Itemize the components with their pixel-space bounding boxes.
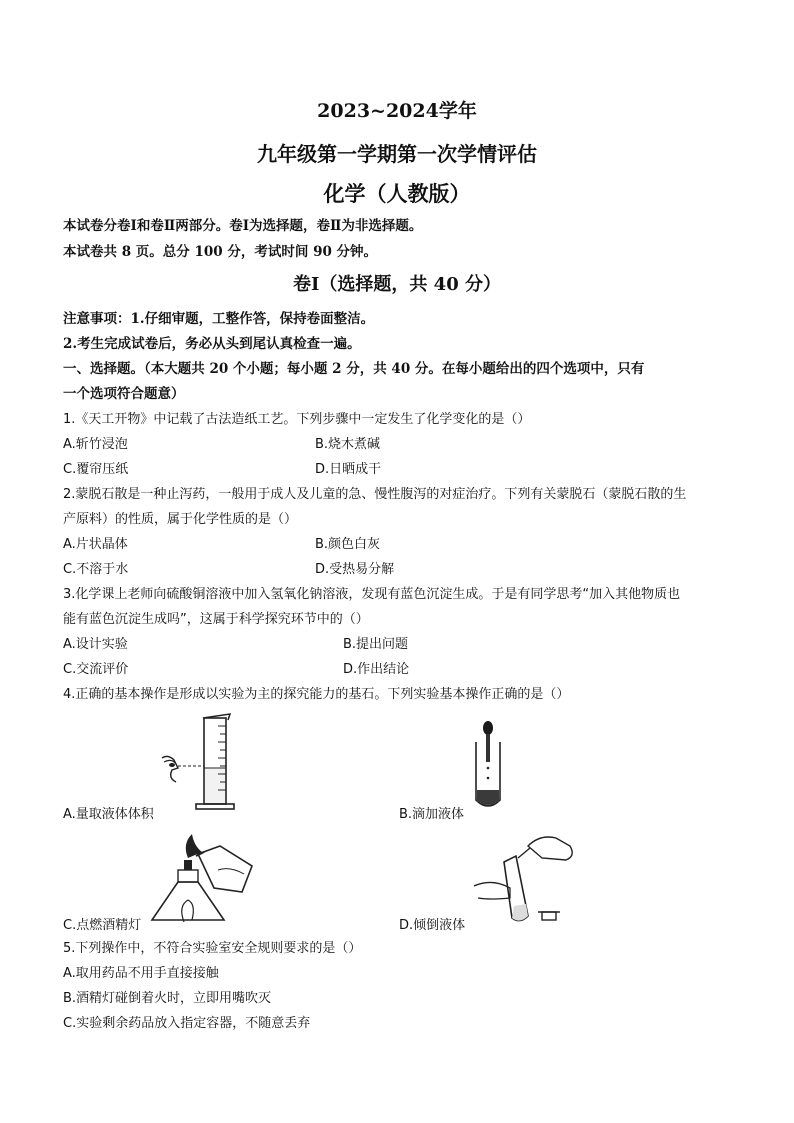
question-1-option-c: C.覆帘压纸 [63,462,129,477]
notice-line-1: 注意事项：1.仔细审题，工整作答，保持卷面整洁。 [63,311,375,327]
question-5-option-c: C.实验剩余药品放入指定容器，不随意丢弃 [63,1016,311,1031]
question-1-option-a: A.斩竹浸泡 [63,437,128,452]
school-year: 2023~2024学年 [317,100,477,122]
exam-title: 九年级第一学期第一次学情评估 [257,142,537,166]
question-3-stem-line-2: 能有蓝色沉淀生成吗”，这属于科学探究环节中的（） [63,612,369,627]
graduated-cylinder-illustration [158,712,248,812]
part-instructions-line-1: 一、选择题。（本大题共 20 个小题；每小题 2 分，共 40 分。在每小题给出的四个选项中，只有 [63,361,645,377]
question-5-stem: 5.下列操作中，不符合实验室安全规则要求的是（） [63,941,362,956]
question-2-option-b: B.颜色白灰 [315,537,381,552]
question-2-stem-line-1: 2.蒙脱石散是一种止泻药，一般用于成人及儿童的急、慢性腹泻的对症治疗。下列有关蒙脱石（蒙脱石散的生 [63,487,687,502]
question-4-option-b: B.滴加液体 [399,807,465,822]
question-3-option-a: A.设计实验 [63,637,128,652]
pouring-liquid-illustration [470,828,580,924]
subject-title: 化学（人教版） [323,181,471,206]
part-instructions-line-2: 一个选项符合题意） [63,386,185,402]
dropper-test-tube-illustration [466,720,510,812]
question-2-option-c: C.不溶于水 [63,562,129,577]
question-4-option-c: C.点燃酒精灯 [63,918,142,933]
alcohol-lamp-illustration [148,830,263,930]
question-3-option-d: D.作出结论 [343,662,410,677]
intro-line-2: 本试卷共 8 页。总分 100 分，考试时间 90 分钟。 [63,244,378,260]
question-5-option-a: A.取用药品不用手直接接触 [63,966,219,981]
question-3-option-c: C.交流评价 [63,662,129,677]
question-5-option-b: B.酒精灯碰倒着火时，立即用嘴吹灭 [63,991,272,1006]
question-2-stem-line-2: 产原料）的性质，属于化学性质的是（） [63,512,298,527]
question-1-stem: 1.《天工开物》中记载了古法造纸工艺。下列步骤中一定发生了化学变化的是（） [63,412,531,427]
question-1-option-b: B.烧木煮碱 [315,437,381,452]
intro-line-1: 本试卷分卷Ⅰ和卷Ⅱ两部分。卷Ⅰ为选择题，卷Ⅱ为非选择题。 [63,218,423,234]
question-4-stem: 4.正确的基本操作是形成以实验为主的探究能力的基石。下列实验基本操作正确的是（） [63,687,570,702]
question-1-option-d: D.日晒成干 [315,462,382,477]
notice-line-2: 2.考生完成试卷后，务必从头到尾认真检查一遍。 [63,336,361,352]
question-4-option-a: A.量取液体体积 [63,807,154,822]
question-2-option-d: D.受热易分解 [315,562,395,577]
question-3-option-b: B.提出问题 [343,637,409,652]
question-2-option-a: A.片状晶体 [63,537,128,552]
question-3-stem-line-1: 3.化学课上老师向硫酸铜溶液中加入氢氧化钠溶液，发现有蓝色沉淀生成。于是有同学思考“加入其他物质也 [63,587,681,602]
section-title: 卷Ⅰ（选择题，共 40 分） [292,274,501,295]
question-4-option-d: D.倾倒液体 [399,918,466,933]
